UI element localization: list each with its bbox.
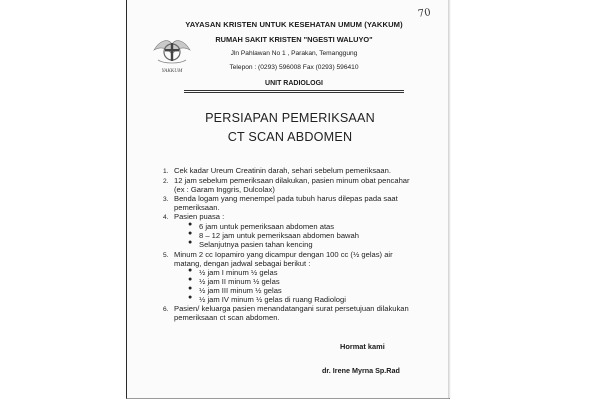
list-item-continuation: pemeriksaan ct scan abdomen. [174, 313, 280, 322]
bullet-icon: ● [188, 285, 193, 292]
unit-name: UNIT RADIOLOGI [265, 80, 323, 87]
item-number: 4. [163, 214, 169, 221]
closing-regards: Hormat kami [340, 342, 385, 351]
list-item: Minum 2 cc Iopamiro yang dicampur dengan 100 cc (½ gelas) air [174, 250, 393, 259]
bullet-icon: ● [188, 239, 193, 246]
sub-item: ½ jam II minum ½ gelas [199, 277, 280, 286]
sub-item: 8 – 12 jam untuk pemeriksaan abdomen bawah [199, 231, 359, 240]
document-title: PERSIAPAN PEMERIKSAAN [205, 111, 375, 125]
bullet-icon: ● [188, 230, 193, 237]
header-divider [184, 92, 404, 93]
hospital-phone: Telepon : (0293) 596008 Fax (0293) 596410 [229, 64, 359, 71]
hospital-name: RUMAH SAKIT KRISTEN "NGESTI WALUYO" [215, 35, 373, 44]
list-item-continuation: matang, dengan jadwal sebagai berikut : [174, 259, 311, 268]
item-number: 5. [163, 252, 169, 259]
item-number: 2. [163, 178, 169, 185]
sub-item: ½ jam I minum ½ gelas [199, 268, 278, 277]
item-number: 6. [163, 306, 169, 313]
item-number: 1. [163, 168, 169, 175]
page-edge-shadow [448, 0, 451, 398]
logo-text: YAKKUM [161, 68, 183, 74]
list-item-continuation: (ex : Garam Inggris, Dulcolax) [174, 185, 275, 194]
sub-item: ½ jam IV minum ½ gelas di ruang Radiologi [199, 295, 346, 304]
list-item: Pasien/ keluarga pasien menandatangani surat persetujuan dilakukan [174, 304, 409, 313]
sub-item: ½ jam III minum ½ gelas [199, 286, 282, 295]
bullet-icon: ● [188, 294, 193, 301]
list-item-continuation: pemeriksaan. [174, 203, 220, 212]
hospital-address: Jln Pahlawan No 1 , Parakan, Temanggung [230, 50, 358, 57]
sub-item: 6 jam untuk pemeriksaan abdomen atas [199, 222, 335, 231]
bullet-icon: ● [188, 276, 193, 283]
sub-item: Selanjutnya pasien tahan kencing [199, 240, 313, 249]
list-item: Cek kadar Ureum Creatinin darah, sehari sebelum pemeriksaan. [174, 166, 391, 175]
item-number: 3. [163, 196, 169, 203]
list-item: Pasien puasa : [174, 212, 225, 221]
bullet-icon: ● [188, 267, 193, 274]
organization-name: YAYASAN KRISTEN UNTUK KESEHATAN UMUM (YAKKUM) [185, 20, 403, 29]
bullet-icon: ● [188, 221, 193, 228]
document-subtitle: CT SCAN ABDOMEN [227, 130, 353, 144]
list-item: 12 jam sebelum pemeriksaan dilakukan, pasien minum obat pencahar [174, 176, 410, 185]
list-item: Benda logam yang menempel pada tubuh harus dilepas pada saat [174, 194, 398, 203]
handwritten-page-note: 70 [417, 7, 432, 20]
header-divider [184, 90, 404, 91]
signatory-name: dr. Irene Myrna Sp.Rad [322, 366, 400, 375]
